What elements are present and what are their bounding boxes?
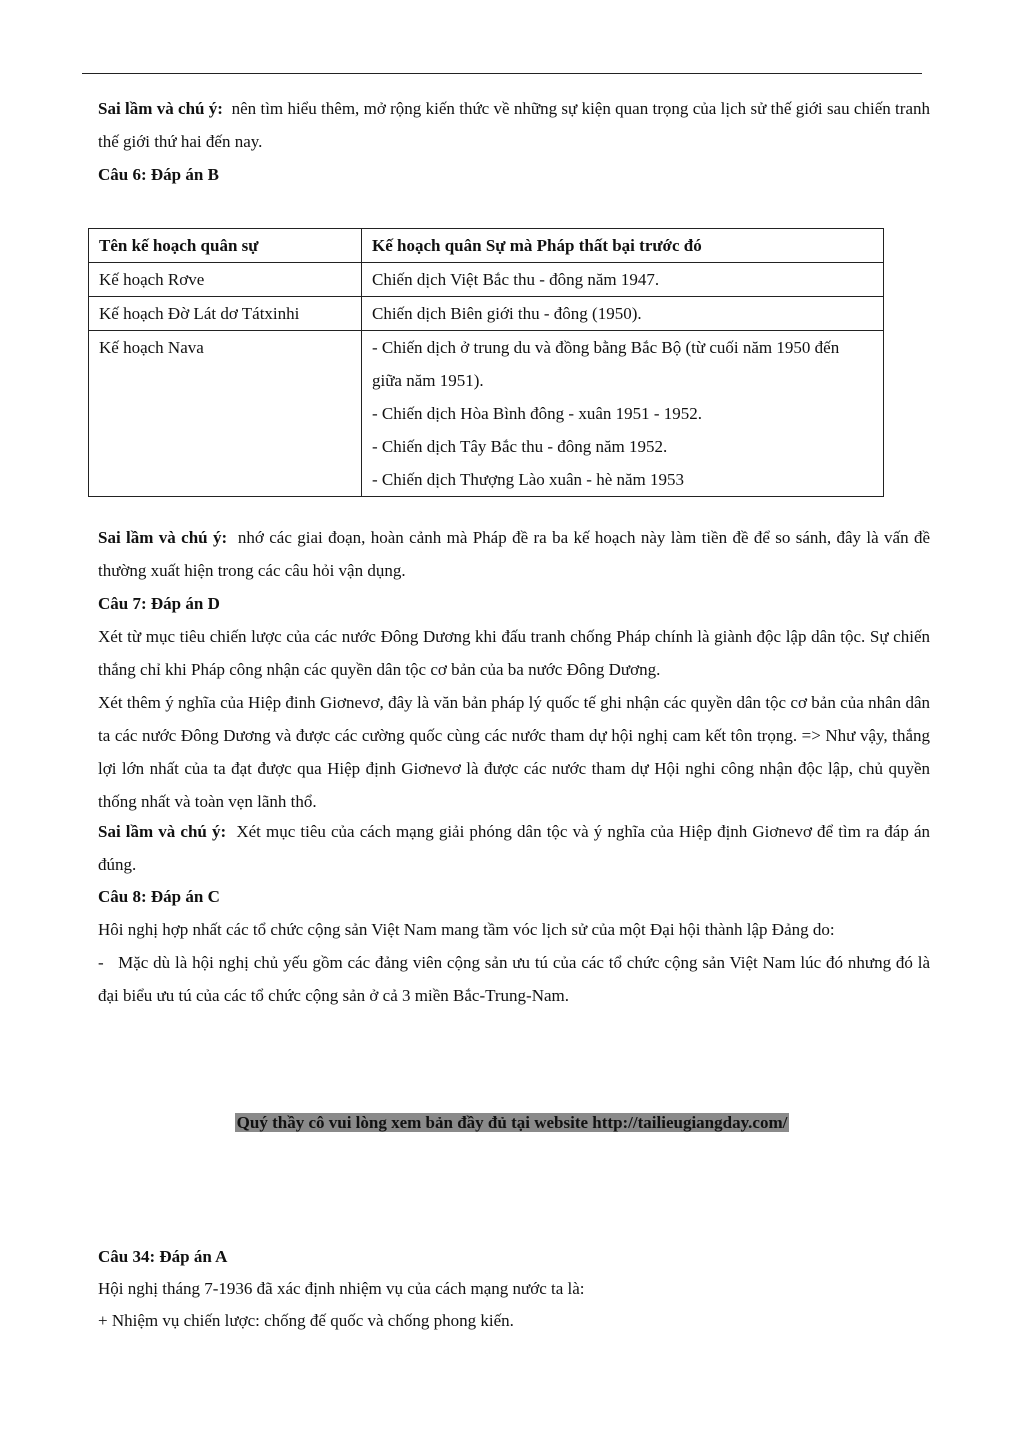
header-rule (82, 73, 922, 74)
military-plans-table (88, 228, 884, 497)
question-34-paragraph-2: + Nhiệm vụ chiến lược: chống đế quốc và chống phong kiến. (98, 1311, 514, 1330)
note-label: Sai lầm và chú ý: (98, 822, 227, 841)
campaign-line: - Chiến dịch Hòa Bình đông - xuân 1951 - 1952. (372, 404, 703, 423)
note-paragraph-3 (98, 815, 930, 881)
question-34-paragraph-1: Hội nghị tháng 7-1936 đã xác định nhiệm vụ của cách mạng nước ta là: (98, 1279, 585, 1298)
question-6-title: Câu 6: Đáp án B (98, 165, 219, 184)
table-header-plan: Tên kế hoạch quân sự (89, 229, 362, 263)
question-7-paragraph-1: Xét từ mục tiêu chiến lược của các nước Đông Dương khi đấu tranh chống Pháp chính là giành độc lập dân tộc. Sự chiến thắng chỉ khi Pháp công nhận các quyền dân tộc cơ bản của ba nước Đông Dương. (98, 627, 930, 679)
question-34-title: Câu 34: Đáp án A (98, 1247, 228, 1266)
table-cell-plan: Kế hoạch Đờ Lát dơ Tátxinhi (89, 297, 362, 331)
table-row (89, 331, 884, 497)
note-label: Sai lầm và chú ý: (98, 99, 223, 118)
note-text: nhớ các giai đoạn, hoàn cảnh mà Pháp đề ra ba kế hoạch này làm tiền đề để so sánh, đây là vấn đề thường xuất hiện trong các câu hỏi vận dụng. (98, 528, 931, 580)
question-8-paragraph-2: - Mặc dù là hội nghị chủ yếu gồm các đảng viên cộng sản ưu tú của các tổ chức cộng sản Việt Nam lúc đó nhưng đó là đại biểu ưu tú của các tổ chức cộng sản ở cả 3 miền Bắc-Trung-Nam. (98, 953, 935, 1005)
note-paragraph-2 (98, 521, 930, 587)
question-8-paragraph-1: Hôi nghị hợp nhất các tổ chức cộng sản Việt Nam mang tầm vóc lịch sử của một Đại hội thành lập Đảng do: (98, 920, 835, 939)
note-text: Xét mục tiêu của cách mạng giải phóng dân tộc và ý nghĩa của Hiệp định Giơnevơ để tìm ra đáp án đúng. (98, 822, 930, 874)
question-8-title: Câu 8: Đáp án C (98, 887, 220, 906)
table-cell-failed: Chiến dịch Biên giới thu - đông (1950). (362, 297, 884, 331)
table-cell-failed: Chiến dịch Việt Bắc thu - đông năm 1947. (362, 263, 884, 297)
website-notice (0, 1108, 1024, 1138)
table-cell-plan: Kế hoạch Rơve (89, 263, 362, 297)
table-row (89, 263, 884, 297)
table-header-row (89, 229, 884, 263)
note-paragraph-1 (98, 92, 930, 158)
table-cell-plan: Kế hoạch Nava (89, 331, 362, 497)
question-7-paragraph-2: Xét thêm ý nghĩa của Hiệp đinh Giơnevơ, đây là văn bản pháp lý quốc tế ghi nhận các quyền dân tộc cơ bản của nhân dân ta các nước Đông Dương và được các cường quốc cùng các nước tham dự hội nghị cam kết tôn trọng. => Như vậy, thắng lợi lớn nhất của ta đạt được qua Hiệp định Giơnevơ là được các nước tham dự Hội nghi công nhận độc lập, chủ quyền thống nhất và toàn vẹn lãnh thổ. (98, 693, 930, 811)
table-row (89, 297, 884, 331)
campaign-line: - Chiến dịch Thượng Lào xuân - hè năm 1953 (372, 470, 685, 489)
question-7-title: Câu 7: Đáp án D (98, 594, 220, 613)
campaign-line: - Chiến dịch Tây Bắc thu - đông năm 1952. (372, 437, 668, 456)
table-cell-failed (362, 331, 884, 497)
website-notice-text[interactable]: Quý thầy cô vui lòng xem bản đầy đủ tại website http://tailieugiangday.com/ (236, 1113, 788, 1132)
note-text: nên tìm hiểu thêm, mở rộng kiến thức về những sự kiện quan trọng của lịch sử thế giới sau chiến tranh thế giới thứ hai đến nay. (98, 99, 930, 151)
campaign-line: - Chiến dịch ở trung du và đồng bằng Bắc Bộ (từ cuối năm 1950 đến giữa năm 1951). (372, 338, 840, 390)
note-label: Sai lầm và chú ý: (98, 528, 228, 547)
table-header-failed: Kế hoạch quân Sự mà Pháp thất bại trước đó (362, 229, 884, 263)
